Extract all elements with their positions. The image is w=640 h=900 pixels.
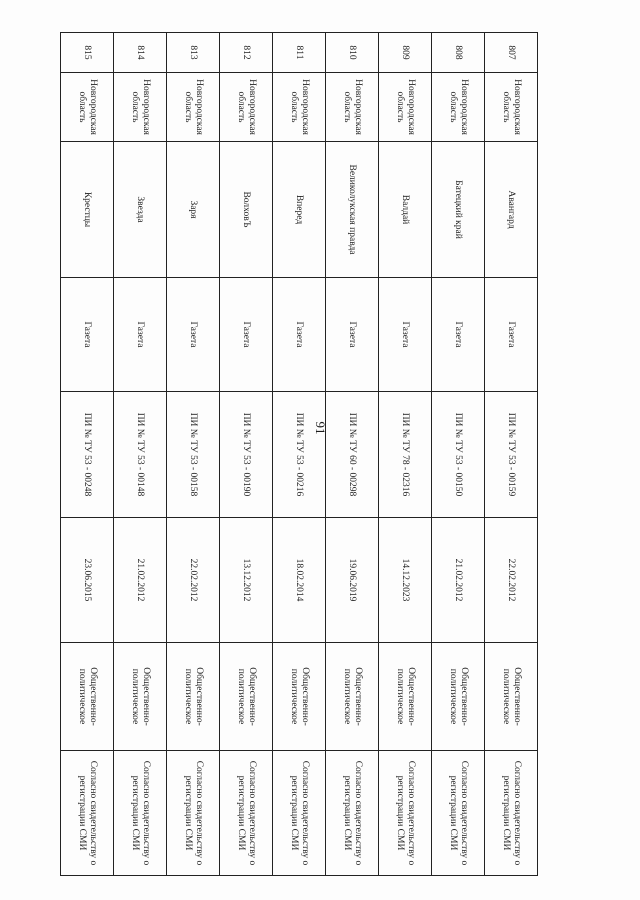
table-row — [167, 33, 220, 876]
media-name-cell: Крестцы — [61, 142, 114, 278]
media-form-cell: Газета — [61, 278, 114, 392]
note-cell: Согласно свидетельству о регистрации СМИ — [485, 751, 538, 876]
region-cell: Новгородская область — [114, 73, 167, 142]
registration-number-cell: ПИ № ТУ 53 - 00158 — [167, 392, 220, 518]
media-name-cell: Вперед — [273, 142, 326, 278]
registration-date-cell: 14.12.2023 — [379, 518, 432, 643]
media-form-cell: Газета — [114, 278, 167, 392]
media-form-cell: Газета — [326, 278, 379, 392]
registration-date-cell: 13.12.2012 — [220, 518, 273, 643]
media-registry-table — [60, 32, 538, 876]
table-row — [485, 33, 538, 876]
media-name-cell: Звезда — [114, 142, 167, 278]
media-name-cell: Великолукская правда — [326, 142, 379, 278]
row-number-cell: 808 — [432, 33, 485, 73]
row-number-cell: 807 — [485, 33, 538, 73]
specialization-cell: Общественно-политическое — [485, 643, 538, 751]
specialization-cell: Общественно-политическое — [432, 643, 485, 751]
registration-date-cell: 18.02.2014 — [273, 518, 326, 643]
registration-date-cell: 22.02.2012 — [167, 518, 220, 643]
registration-date-cell: 21.02.2012 — [432, 518, 485, 643]
row-number-cell: 812 — [220, 33, 273, 73]
media-form-cell: Газета — [273, 278, 326, 392]
page-number: 91 — [313, 421, 328, 435]
registration-date-cell: 22.02.2012 — [485, 518, 538, 643]
specialization-cell: Общественно-политическое — [326, 643, 379, 751]
registration-number-cell: ПИ № ТУ 78 - 02316 — [379, 392, 432, 518]
specialization-cell: Общественно-политическое — [273, 643, 326, 751]
specialization-cell: Общественно-политическое — [61, 643, 114, 751]
table-row — [220, 33, 273, 876]
media-form-cell: Газета — [379, 278, 432, 392]
specialization-cell: Общественно-политическое — [220, 643, 273, 751]
registration-number-cell: ПИ № ТУ 53 - 00159 — [485, 392, 538, 518]
table-row — [326, 33, 379, 876]
registration-date-cell: 19.06.2019 — [326, 518, 379, 643]
note-cell: Согласно свидетельству о регистрации СМИ — [379, 751, 432, 876]
registration-number-cell: ПИ № ТУ 60 - 00298 — [326, 392, 379, 518]
note-cell: Согласно свидетельству о регистрации СМИ — [273, 751, 326, 876]
registration-number-cell: ПИ № ТУ 53 - 00150 — [432, 392, 485, 518]
region-cell: Новгородская область — [167, 73, 220, 142]
specialization-cell: Общественно-политическое — [379, 643, 432, 751]
registration-date-cell: 23.06.2015 — [61, 518, 114, 643]
table-row — [273, 33, 326, 876]
region-cell: Новгородская область — [273, 73, 326, 142]
note-cell: Согласно свидетельству о регистрации СМИ — [114, 751, 167, 876]
registration-number-cell: ПИ № ТУ 53 - 00148 — [114, 392, 167, 518]
region-cell: Новгородская область — [326, 73, 379, 142]
media-name-cell: Заря — [167, 142, 220, 278]
media-form-cell: Газета — [220, 278, 273, 392]
row-number-cell: 815 — [61, 33, 114, 73]
media-name-cell: Авангард — [485, 142, 538, 278]
registration-number-cell: ПИ № ТУ 53 - 00248 — [61, 392, 114, 518]
table-row — [114, 33, 167, 876]
media-form-cell: Газета — [485, 278, 538, 392]
media-form-cell: Газета — [432, 278, 485, 392]
media-name-cell: Батецкий край — [432, 142, 485, 278]
specialization-cell: Общественно-политическое — [167, 643, 220, 751]
note-cell: Согласно свидетельству о регистрации СМИ — [432, 751, 485, 876]
region-cell: Новгородская область — [61, 73, 114, 142]
specialization-cell: Общественно-политическое — [114, 643, 167, 751]
row-number-cell: 813 — [167, 33, 220, 73]
note-cell: Согласно свидетельству о регистрации СМИ — [61, 751, 114, 876]
media-name-cell: ВолховЪ — [220, 142, 273, 278]
row-number-cell: 814 — [114, 33, 167, 73]
registration-date-cell: 21.02.2012 — [114, 518, 167, 643]
table-row — [379, 33, 432, 876]
region-cell: Новгородская область — [379, 73, 432, 142]
media-name-cell: Валдай — [379, 142, 432, 278]
note-cell: Согласно свидетельству о регистрации СМИ — [326, 751, 379, 876]
note-cell: Согласно свидетельству о регистрации СМИ — [167, 751, 220, 876]
note-cell: Согласно свидетельству о регистрации СМИ — [220, 751, 273, 876]
row-number-cell: 810 — [326, 33, 379, 73]
row-number-cell: 809 — [379, 33, 432, 73]
registration-number-cell: ПИ № ТУ 53 - 00216 — [273, 392, 326, 518]
table-row — [432, 33, 485, 876]
region-cell: Новгородская область — [432, 73, 485, 142]
row-number-cell: 811 — [273, 33, 326, 73]
registration-number-cell: ПИ № ТУ 53 - 00190 — [220, 392, 273, 518]
table-row — [61, 33, 114, 876]
region-cell: Новгородская область — [485, 73, 538, 142]
region-cell: Новгородская область — [220, 73, 273, 142]
media-form-cell: Газета — [167, 278, 220, 392]
